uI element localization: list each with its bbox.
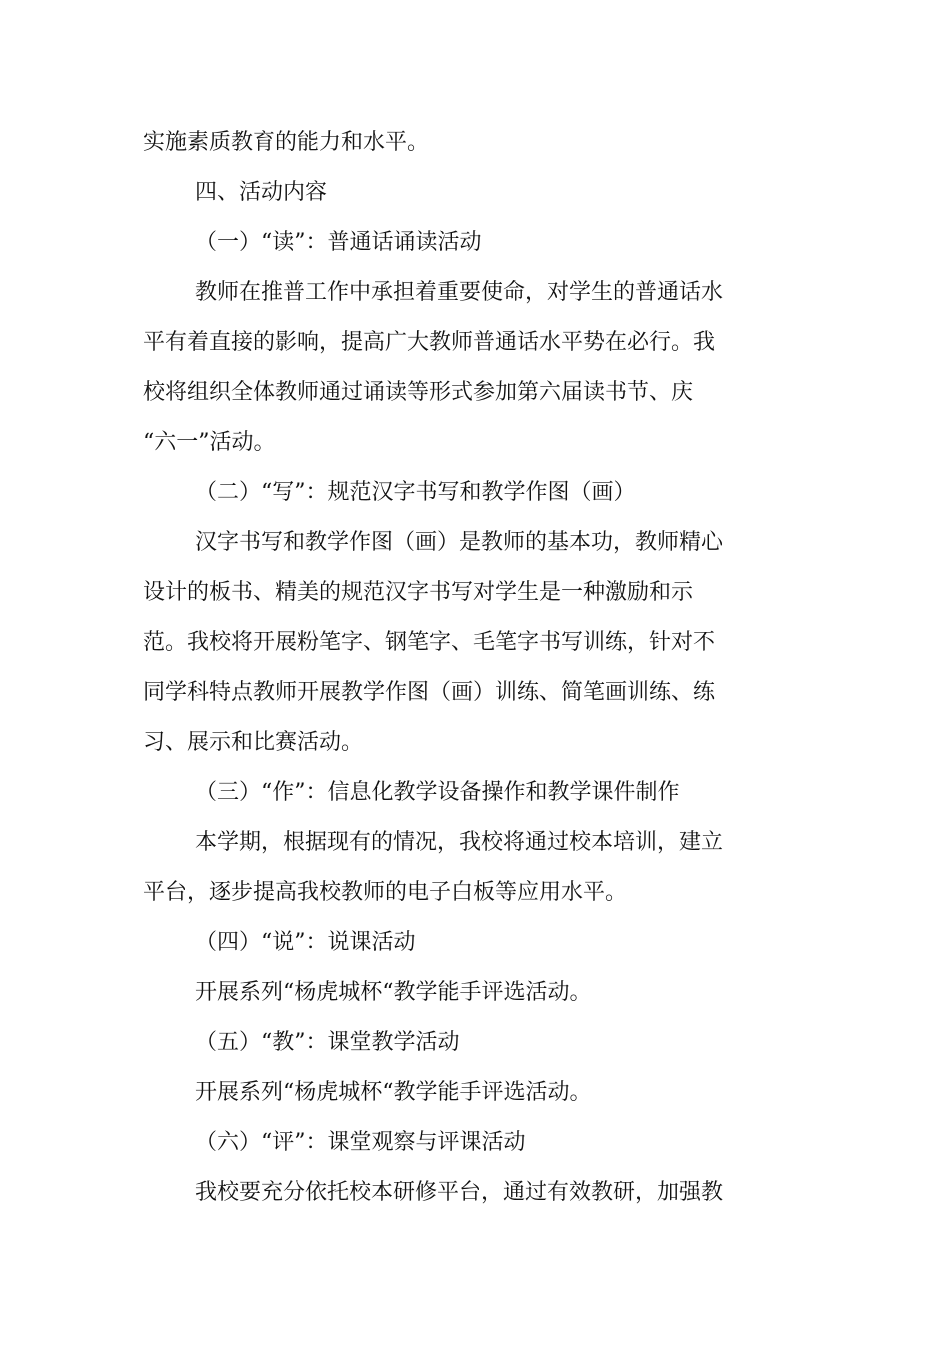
subsection-heading: （一）“读”：普通话诵读活动 (195, 230, 482, 255)
text-line: 设计的板书、精美的规范汉字书写对学生是一种激励和示 (143, 580, 694, 605)
text-line: 汉字书写和教学作图（画）是教师的基本功，教师精心 (195, 530, 724, 555)
subsection-heading: （五）“教”：课堂教学活动 (195, 1030, 460, 1055)
text-line: 教师在推普工作中承担着重要使命，对学生的普通话水 (195, 280, 724, 305)
text-line: 实施素质教育的能力和水平。 (143, 130, 430, 155)
text-line: 开展系列“杨虎城杯“教学能手评选活动。 (195, 1080, 592, 1105)
subsection-heading: （四）“说”：说课活动 (195, 930, 416, 955)
text-line: 范。我校将开展粉笔字、钢笔字、毛笔字书写训练，针对不 (143, 630, 716, 655)
subsection-heading: （二）“写”：规范汉字书写和教学作图（画） (195, 480, 636, 505)
section-heading: 四、活动内容 (195, 180, 328, 205)
text-line: 我校要充分依托校本研修平台，通过有效教研，加强教 (195, 1180, 724, 1205)
text-line: 本学期，根据现有的情况，我校将通过校本培训，建立 (195, 830, 724, 855)
subsection-heading: （三）“作”：信息化教学设备操作和教学课件制作 (195, 780, 680, 805)
text-line: 平有着直接的影响，提高广大教师普通话水平势在必行。我 (143, 330, 716, 355)
text-line: 同学科特点教师开展教学作图（画）训练、简笔画训练、练 (143, 680, 716, 705)
text-line: 平台，逐步提高我校教师的电子白板等应用水平。 (143, 880, 628, 905)
text-line: 习、展示和比赛活动。 (143, 730, 364, 755)
text-line: 校将组织全体教师通过诵读等形式参加第六届读书节、庆 (143, 380, 694, 405)
subsection-heading: （六）“评”：课堂观察与评课活动 (195, 1130, 526, 1155)
text-line: “六一”活动。 (143, 430, 276, 455)
text-line: 开展系列“杨虎城杯“教学能手评选活动。 (195, 980, 592, 1005)
